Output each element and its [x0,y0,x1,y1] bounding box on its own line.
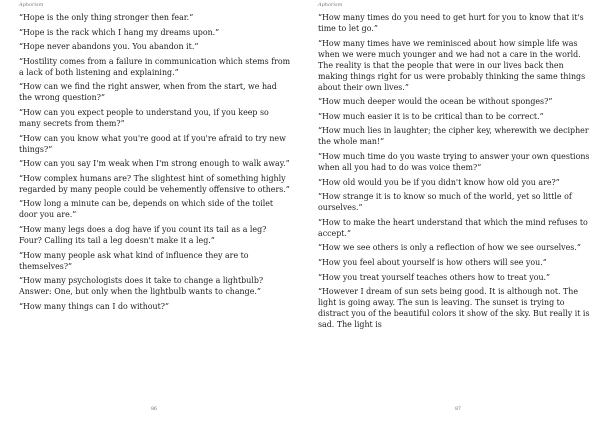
quote: “How much deeper would the ocean be without sponges?” [318,97,553,107]
quote: “How many times have we reminisced about how simple life was when we were much younger and we had not a care in the world. The reality is that the people that were in our lives back then making things right for us were probably thinking the same things about their own lives.” [318,38,586,92]
running-header: Aphorism [318,2,343,8]
quote-list [19,12,291,315]
quote: “How can you know what you're good at if you're afraid to try new things?” [19,133,286,154]
quote: “How much time do you waste trying to answer your own questions when all you had to do was voice them?” [318,151,590,172]
right-page [300,0,600,424]
quote: “How you treat yourself teaches others how to treat you.” [318,272,551,282]
quote: “How much lies in laughter; the cipher key, wherewith we decipher the whole man!” [318,126,589,147]
quote: “How complex humans are? The slightest hint of something highly regarded by many people could be vehemently offensive to others.” [19,173,290,194]
quote: “Hope is the only thing stronger then fear.” [19,13,194,22]
quote: “How many psychologists does it take to change a lightbulb? Answer: One, but only when the lightbulb wants to change.” [19,276,264,297]
quote: “How we see others is only a reflection of how we see ourselves.” [318,243,581,253]
quote: “How you feel about yourself is how others will see you.” [318,257,547,267]
quote: “How much easier it is to be critical than to be correct.” [318,111,544,121]
quote: “Hope never abandons you. You abandon it.” [19,42,199,52]
quote: “Hope is the rack which I hang my dreams upon.” [19,27,220,37]
quote: “How can you expect people to understand you, if you keep so many secrets from them?” [19,107,269,128]
quote: “How to make the heart understand that which the mind refuses to accept.” [318,217,588,238]
quote-list [318,12,594,334]
page-number: 86 [151,407,157,412]
quote: “How many things can I do without?” [19,301,170,311]
page-number: 87 [455,407,461,412]
quote: “Hostility comes from a failure in communication which stems from a lack of both listening and explaining.” [19,56,291,77]
quote: “However I dream of sun sets being good. It is although not. The light is going away. The sun is leaving. The sunset is trying to distract you of the beautiful colors it show of the sky. But really it is sad. The light is [318,287,590,330]
quote: “How old would you be if you didn't know how old you are?” [318,177,560,187]
quote: “How can you say I'm weak when I'm strong enough to walk away.” [19,159,290,169]
quote: “How many times do you need to get hurt for you to know that it's time to let go.” [318,13,584,33]
running-header: Aphorism [19,2,44,8]
quote: “How many people ask what kind of influence they are to themselves?” [19,250,249,271]
quote: “How strange it is to know so much of the world, yet so little of ourselves.” [318,192,572,213]
quote: “How long a minute can be, depends on which side of the toilet door you are.” [19,199,274,220]
quote: “How many legs does a dog have if you count its tail as a leg? Four? Calling its tail a leg doesn't make it a leg.” [19,224,267,245]
quote: “How can we find the right answer, when from the start, we had the wrong question?” [19,82,277,103]
